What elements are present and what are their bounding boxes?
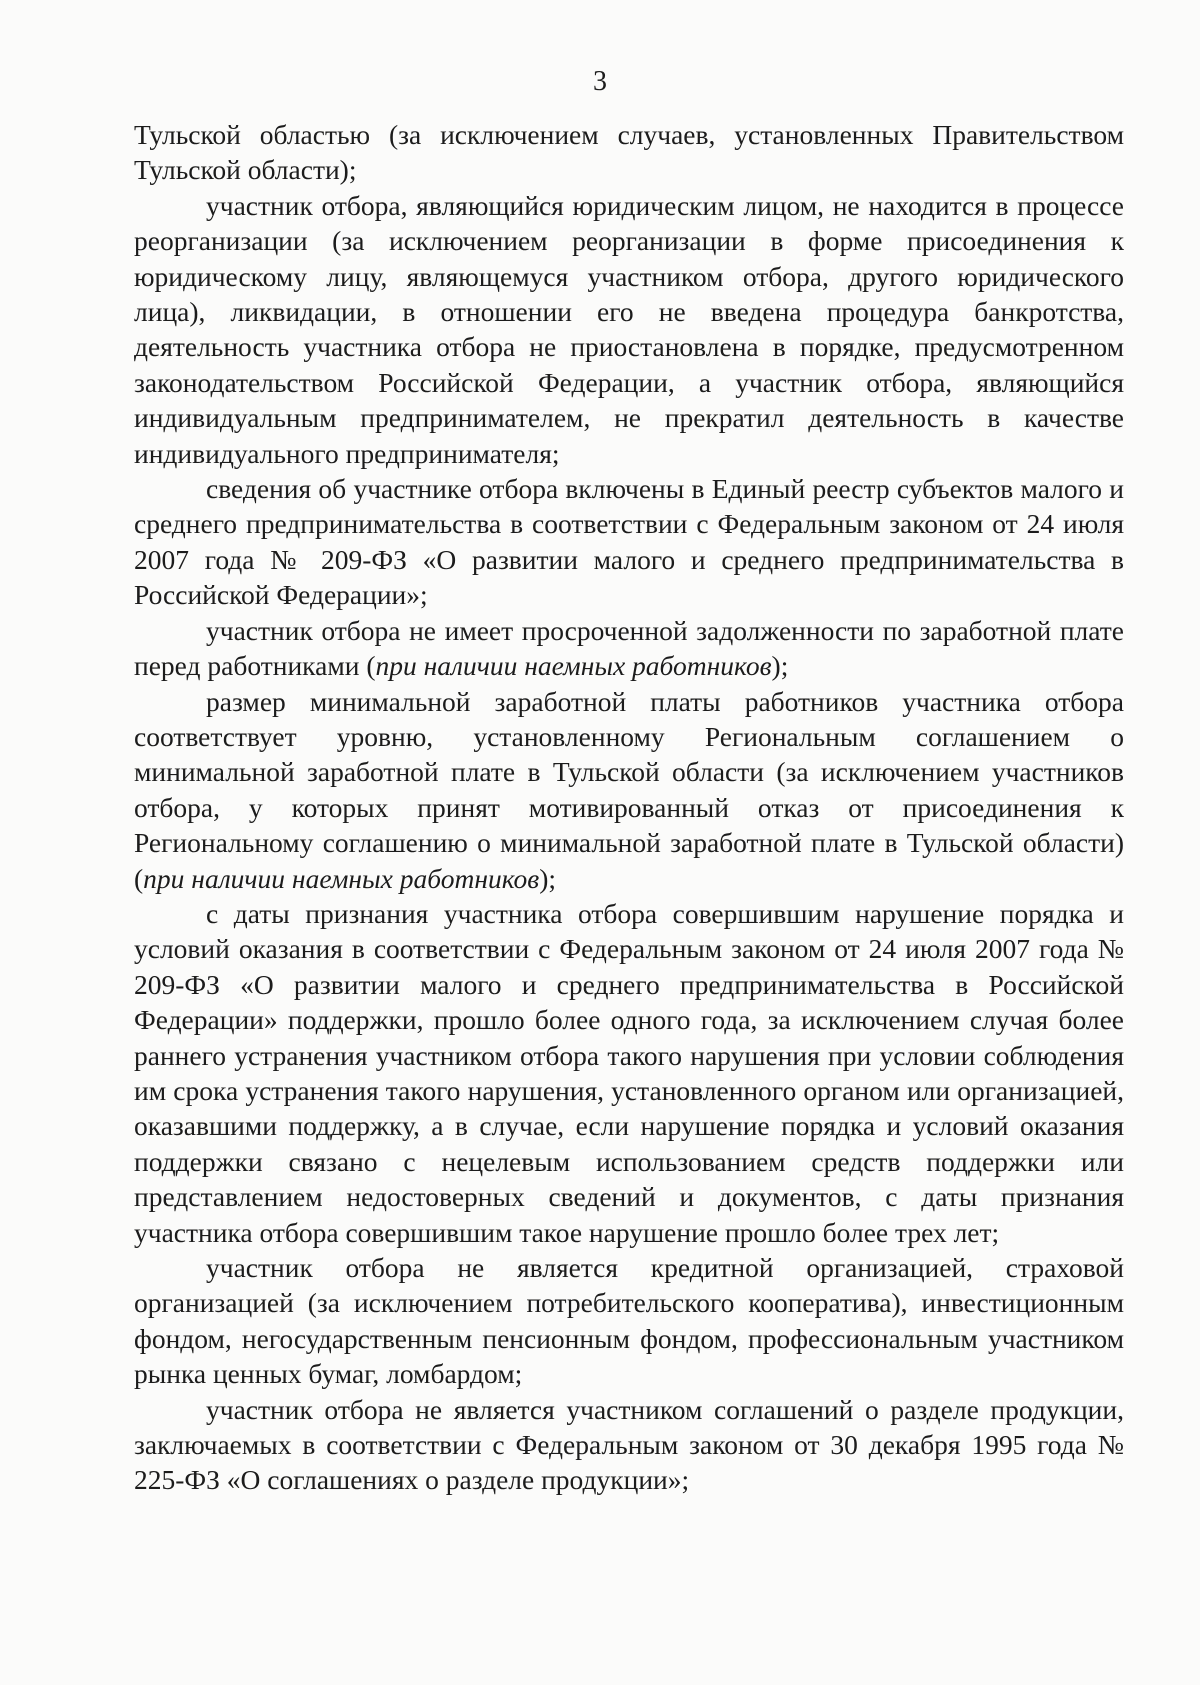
paragraph-minimum-wage <box>134 684 1124 896</box>
paragraph-text: размер минимальной заработной платы работников участника отбора соответствует уровню, установленному Региональным соглашением о минимальной заработной плате в Тульской области (за исключением участников отбора, у которых принят мотивированный отказ от присоединения к Региональному соглашению о минимальной заработной плате в Тульской области) ( <box>134 685 1124 894</box>
page-number: 3 <box>593 66 607 97</box>
paragraph-organization-type: участник отбора не является кредитной организацией, страховой организацией (за исключением потребительского кооператива), инвестиционным фондом, негосударственным пенсионным фондом, профессиональным участником рынка ценных бумаг, ломбардом; <box>134 1252 1124 1390</box>
paragraph-italic-note: при наличии наемных работников <box>375 650 772 682</box>
paragraph-violation-period: с даты признания участника отбора совершившим нарушение порядка и условий оказания в соответствии с Федеральным законом от 24 июля 2007 года № 209-ФЗ «О развитии малого и среднего предпринимательства в Российской Федерации» поддержки, прошло более одного года, за исключением случая более раннего устранения участником отбора такого нарушения при условии соблюдения им срока устранения такого нарушения, установленного органом или организацией, оказавшими поддержку, а в случае, если нарушение порядка и условий оказания поддержки связано с нецелевым использованием средств поддержки или представлением недостоверных сведений и документов, с даты признания участника отбора совершившим такое нарушение прошло более трех лет; <box>134 897 1124 1248</box>
paragraph-legal-entity-status: участник отбора, являющийся юридическим лицом, не находится в процессе реорганизации (за исключением реорганизации в форме присоединения к юридическому лицу, являющемуся участником отбора, другого юридического лица), ликвидации, в отношении его не введена процедура банкротства, деятельность участника отбора не приостановлена в порядке, предусмотренном законодательством Российской Федерации, а участник отбора, являющийся индивидуальным предпринимателем, не прекратил деятельность в качестве индивидуального предпринимателя; <box>134 189 1124 469</box>
paragraph-production-sharing: участник отбора не является участником соглашений о разделе продукции, заключаемых в соответствии с Федеральным законом от 30 декабря 1995 года № 225-ФЗ «О соглашениях о разделе продукции»; <box>134 1393 1124 1496</box>
paragraph-italic-note: при наличии наемных работников <box>143 862 540 894</box>
paragraph-text: ); <box>771 650 789 682</box>
paragraph-text: ); <box>539 862 557 894</box>
document-body <box>134 117 1124 1498</box>
paragraph-wage-arrears <box>134 613 1124 684</box>
paragraph-sme-registry: сведения об участнике отбора включены в Единый реестр субъектов малого и среднего предпринимательства в соответствии с Федеральным законом от 24 июля 2007 года № 209-ФЗ «О развитии малого и среднего предпринимательства в Российской Федерации»; <box>134 473 1124 611</box>
paragraph-text: участник отбора не имеет просроченной задолженности по заработной плате перед работниками ( <box>134 614 1124 682</box>
paragraph-continuation: Тульской областью (за исключением случаев, установленных Правительством Тульской области); <box>134 119 1124 186</box>
